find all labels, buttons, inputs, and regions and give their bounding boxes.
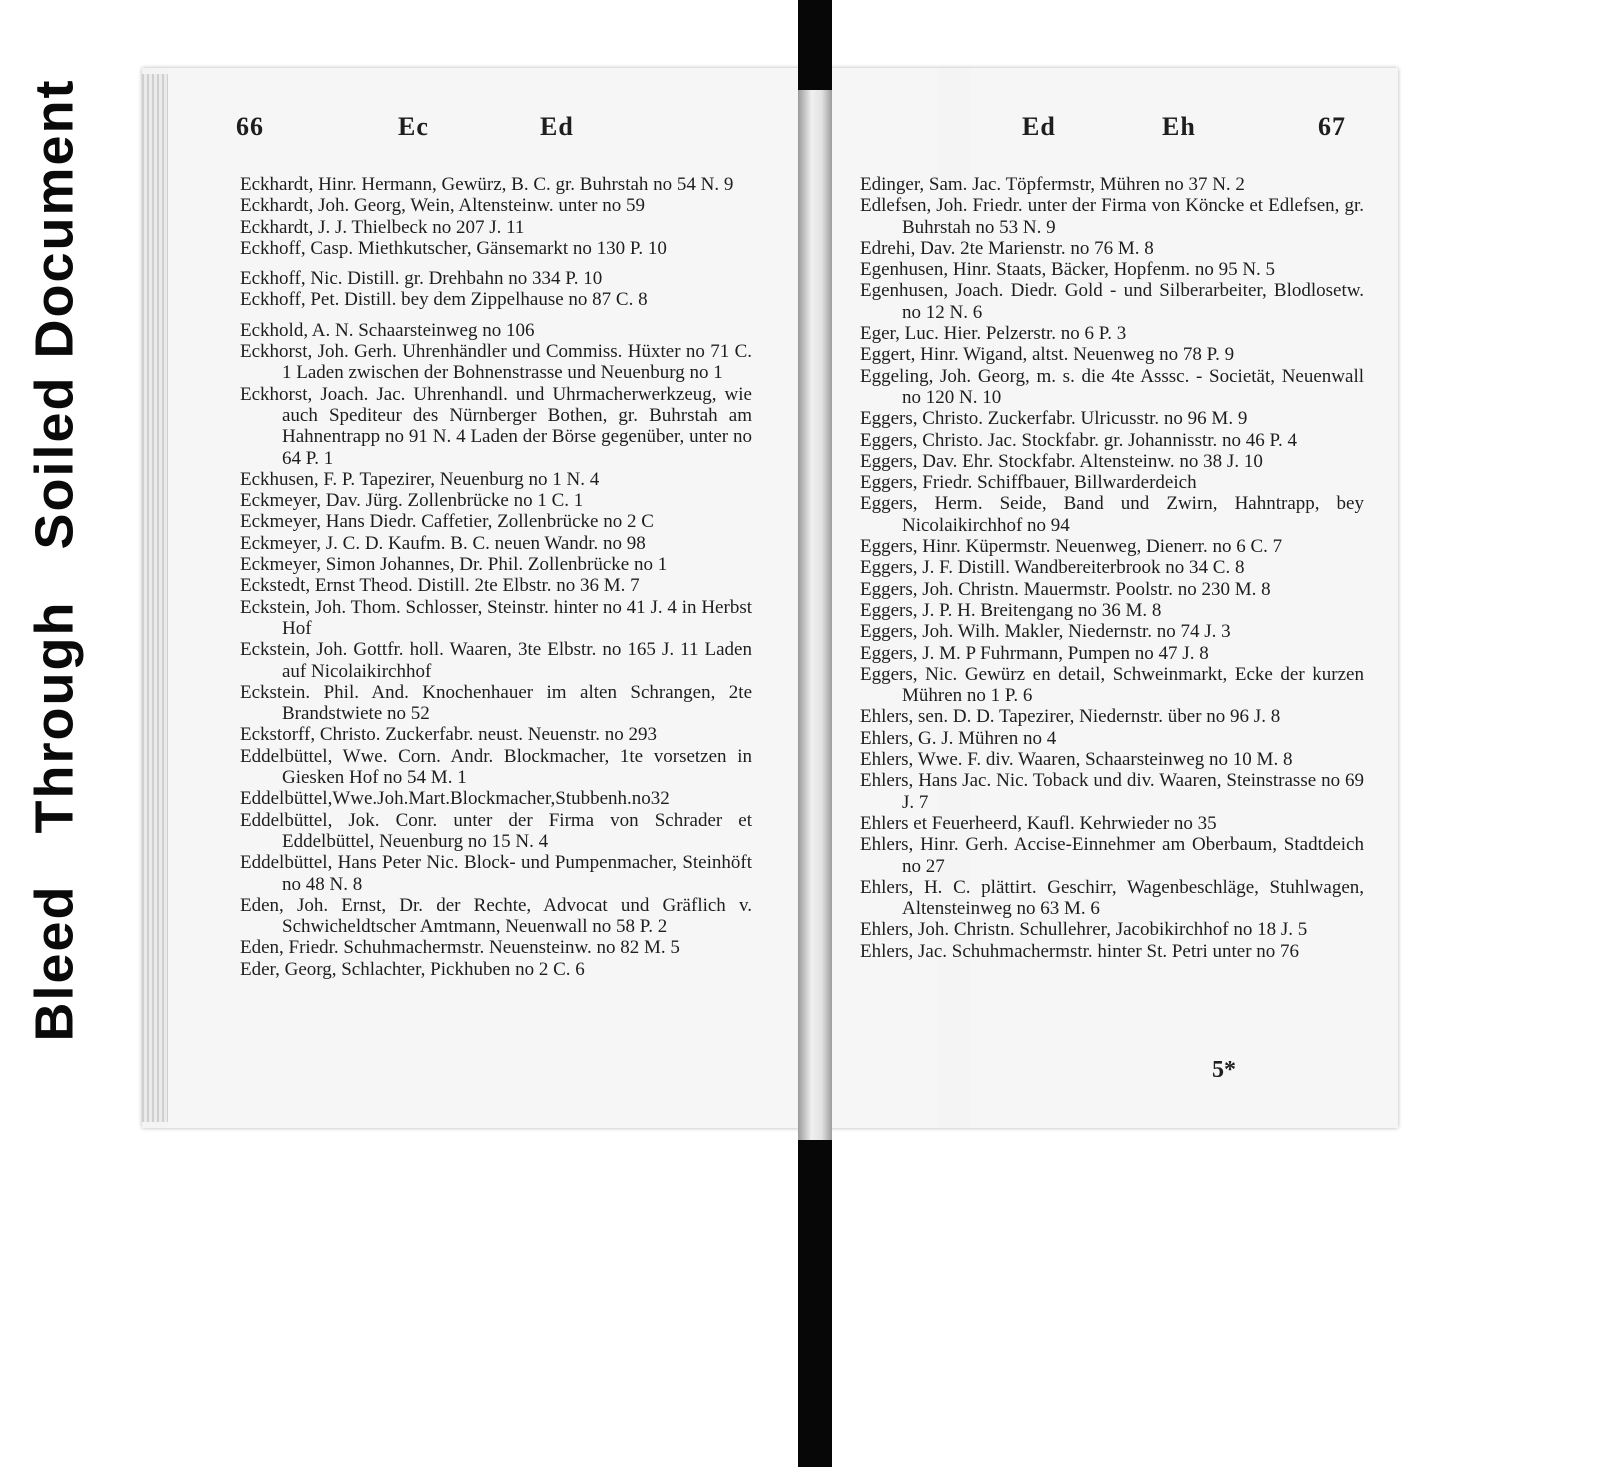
directory-entry: Eckstein. Phil. And. Knochenhauer im alten Schrangen, 2te Brandstwiete no 52 [240, 681, 752, 725]
left-entries [240, 174, 752, 980]
directory-entry: Egenhusen, Joach. Diedr. Gold - und Silberarbeiter, Blodlosetw. no 12 N. 6 [860, 280, 1364, 323]
directory-entry: Eger, Luc. Hier. Pelzerstr. no 6 P. 3 [860, 323, 1127, 345]
directory-entry: Eggers, Christo. Jac. Stockfabr. gr. Johannisstr. no 46 P. 4 [860, 429, 1297, 451]
directory-entry: Eggers, Joh. Wilh. Makler, Niedernstr. no 74 J. 3 [860, 621, 1231, 643]
directory-entry: Eckmeyer, Dav. Jürg. Zollenbrücke no 1 C. 1 [240, 490, 584, 512]
left-running-head-1: Ec [398, 112, 429, 141]
directory-entry: Eckhoff, Pet. Distill. bey dem Zippelhause no 87 C. 8 [240, 289, 648, 311]
directory-entry: Eggers, Joh. Christn. Mauermstr. Poolstr. no 230 M. 8 [860, 578, 1271, 600]
directory-entry: Eggers, Friedr. Schiffbauer, Billwarderdeich [860, 472, 1197, 494]
right-running-head-2: Eh [1162, 112, 1196, 141]
directory-entry: Eggert, Hinr. Wigand, altst. Neuenweg no 78 P. 9 [860, 344, 1235, 366]
directory-entry: Eckmeyer, J. C. D. Kaufm. B. C. neuen Wandr. no 98 [240, 532, 646, 554]
directory-entry: Eckhold, A. N. Schaarsteinweg no 106 [240, 319, 535, 341]
directory-entry: Eckhorst, Joach. Jac. Uhrenhandl. und Uhrmacherwerkzeug, wie auch Spediteur des Nürnberger Bothen, gr. Buhrstah am Hahnentrapp no 91 N. 4 Laden der Börse gegenüber, unter no 64 P. 1 [240, 383, 752, 469]
directory-entry: Ehlers, Jac. Schuhmachermstr. hinter St. Petri unter no 76 [860, 940, 1300, 962]
left-running-head-2: Ed [540, 112, 574, 141]
directory-entry: Edinger, Sam. Jac. Töpfermstr, Mühren no 37 N. 2 [860, 174, 1245, 195]
directory-entry: Eckhardt, Joh. Georg, Wein, Altensteinw. unter no 59 [240, 195, 645, 217]
directory-entry: Edlefsen, Joh. Friedr. unter der Firma von Köncke et Edlefsen, gr. Buhrstah no 53 N. 9 [860, 195, 1364, 238]
directory-entry: Eggers, Nic. Gewürz en detail, Schweinmarkt, Ecke der kurzen Mühren no 1 P. 6 [860, 663, 1364, 707]
directory-entry: Ehlers et Feuerheerd, Kaufl. Kehrwieder no 35 [860, 812, 1217, 834]
directory-entry: Eder, Georg, Schlachter, Pickhuben no 2 C. 6 [240, 958, 585, 980]
directory-entry: Eggers, J. F. Distill. Wandbereiterbrook no 34 C. 8 [860, 557, 1245, 579]
signature-mark: 5* [1212, 1057, 1236, 1083]
directory-entry: Eggeling, Joh. Georg, m. s. die 4te Asssc. - Societät, Neuenwall no 120 N. 10 [860, 365, 1364, 408]
directory-entry: Eckhoff, Casp. Miethkutscher, Gänsemarkt no 130 P. 10 [240, 237, 667, 259]
directory-entry: Eckmeyer, Simon Johannes, Dr. Phil. Zollenbrücke no 1 [240, 554, 668, 576]
directory-entry: Eckstedt, Ernst Theod. Distill. 2te Elbstr. no 36 M. 7 [240, 575, 640, 597]
directory-entry: Eggers, Hinr. Küpermstr. Neuenweg, Dienerr. no 6 C. 7 [860, 536, 1283, 558]
directory-entry: Ehlers, Hans Jac. Nic. Toback und div. Waaren, Steinstrasse no 69 J. 7 [860, 770, 1364, 813]
directory-entry: Ehlers, Joh. Christn. Schullehrer, Jacobikirchhof no 18 J. 5 [860, 919, 1308, 941]
book-gutter [798, 90, 832, 1140]
directory-entry: Eddelbüttel,Wwe.Joh.Mart.Blockmacher,Stubbenh.no32 [240, 788, 670, 810]
directory-entry: Eckhardt, Hinr. Hermann, Gewürz, B. C. gr. Buhrstah no 54 N. 9 [240, 174, 734, 195]
directory-entry: Ehlers, Hinr. Gerh. Accise-Einnehmer am Oberbaum, Stadtdeich no 27 [860, 834, 1364, 877]
directory-entry: Eddelbüttel, Wwe. Corn. Andr. Blockmacher, 1te vorsetzen in Giesken Hof no 54 M. 1 [240, 745, 752, 789]
directory-entry: Eggers, J. M. P Fuhrmann, Pumpen no 47 J. 8 [860, 642, 1209, 664]
directory-entry: Eggers, Dav. Ehr. Stockfabr. Altensteinw. no 38 J. 10 [860, 450, 1263, 472]
spine-bottom-band [798, 1140, 832, 1467]
right-page-number: 67 [1318, 112, 1346, 141]
directory-entry: Ehlers, H. C. plättirt. Geschirr, Wagenbeschläge, Stuhlwagen, Altensteinweg no 63 M. 6 [860, 876, 1364, 920]
page-edges [142, 74, 168, 1122]
directory-entry: Eggers, Herm. Seide, Band und Zwirn, Hahntrapp, bey Nicolaikirchhof no 94 [860, 493, 1364, 536]
directory-entry: Eggers, J. P. H. Breitengang no 36 M. 8 [860, 599, 1162, 621]
directory-entry: Egenhusen, Hinr. Staats, Bäcker, Hopfenm. no 95 N. 5 [860, 259, 1276, 281]
directory-entry: Eckhorst, Joh. Gerh. Uhrenhändler und Commiss. Hüxter no 71 C. 1 Laden zwischen der Bohnenstrasse und Neuenburg no 1 [240, 341, 752, 384]
directory-entry: Eddelbüttel, Hans Peter Nic. Block- und Pumpenmacher, Steinhöft no 48 N. 8 [240, 852, 752, 895]
directory-entry: Eckhardt, J. J. Thielbeck no 207 J. 11 [240, 216, 525, 238]
directory-entry: Eggers, Christo. Zuckerfabr. Ulricusstr. no 96 M. 9 [860, 408, 1248, 430]
directory-entry: Eckmeyer, Hans Diedr. Caffetier, Zollenbrücke no 2 C [240, 511, 654, 533]
directory-entry: Eddelbüttel, Jok. Conr. unter der Firma von Schrader et Eddelbüttel, Neuenburg no 15 N. 4 [240, 809, 752, 852]
right-running-head-1: Ed [1022, 112, 1056, 141]
directory-entry: Eckhusen, F. P. Tapezirer, Neuenburg no 1 N. 4 [240, 468, 600, 490]
directory-entry: Eckhoff, Nic. Distill. gr. Drehbahn no 334 P. 10 [240, 268, 603, 290]
directory-entry: Eckstorff, Christo. Zuckerfabr. neust. Neuenstr. no 293 [240, 724, 658, 746]
side-label-text: Bleed Through Soiled Document [25, 78, 86, 1042]
directory-entry: Eckstein, Joh. Gottfr. holl. Waaren, 3te Elbstr. no 165 J. 11 Laden auf Nicolaikirchhof [240, 639, 752, 682]
side-label [0, 0, 110, 1120]
directory-entry: Edrehi, Dav. 2te Marienstr. no 76 M. 8 [860, 237, 1154, 259]
directory-entry: Ehlers, Wwe. F. div. Waaren, Schaarsteinweg no 10 M. 8 [860, 749, 1293, 771]
directory-entry: Eden, Friedr. Schuhmachermstr. Neuensteinw. no 82 M. 5 [240, 937, 680, 959]
directory-entry: Ehlers, sen. D. D. Tapezirer, Niedernstr. über no 96 J. 8 [860, 706, 1281, 728]
directory-entry: Ehlers, G. J. Mühren no 4 [860, 727, 1057, 749]
directory-entry: Eden, Joh. Ernst, Dr. der Rechte, Advocat und Gräflich v. Schwicheldtscher Amtmann, Neuenwall no 58 P. 2 [240, 894, 752, 938]
directory-entry: Eckstein, Joh. Thom. Schlosser, Steinstr. hinter no 41 J. 4 in Herbst Hof [240, 596, 752, 639]
right-entries [860, 174, 1364, 962]
left-page-number: 66 [236, 112, 264, 141]
